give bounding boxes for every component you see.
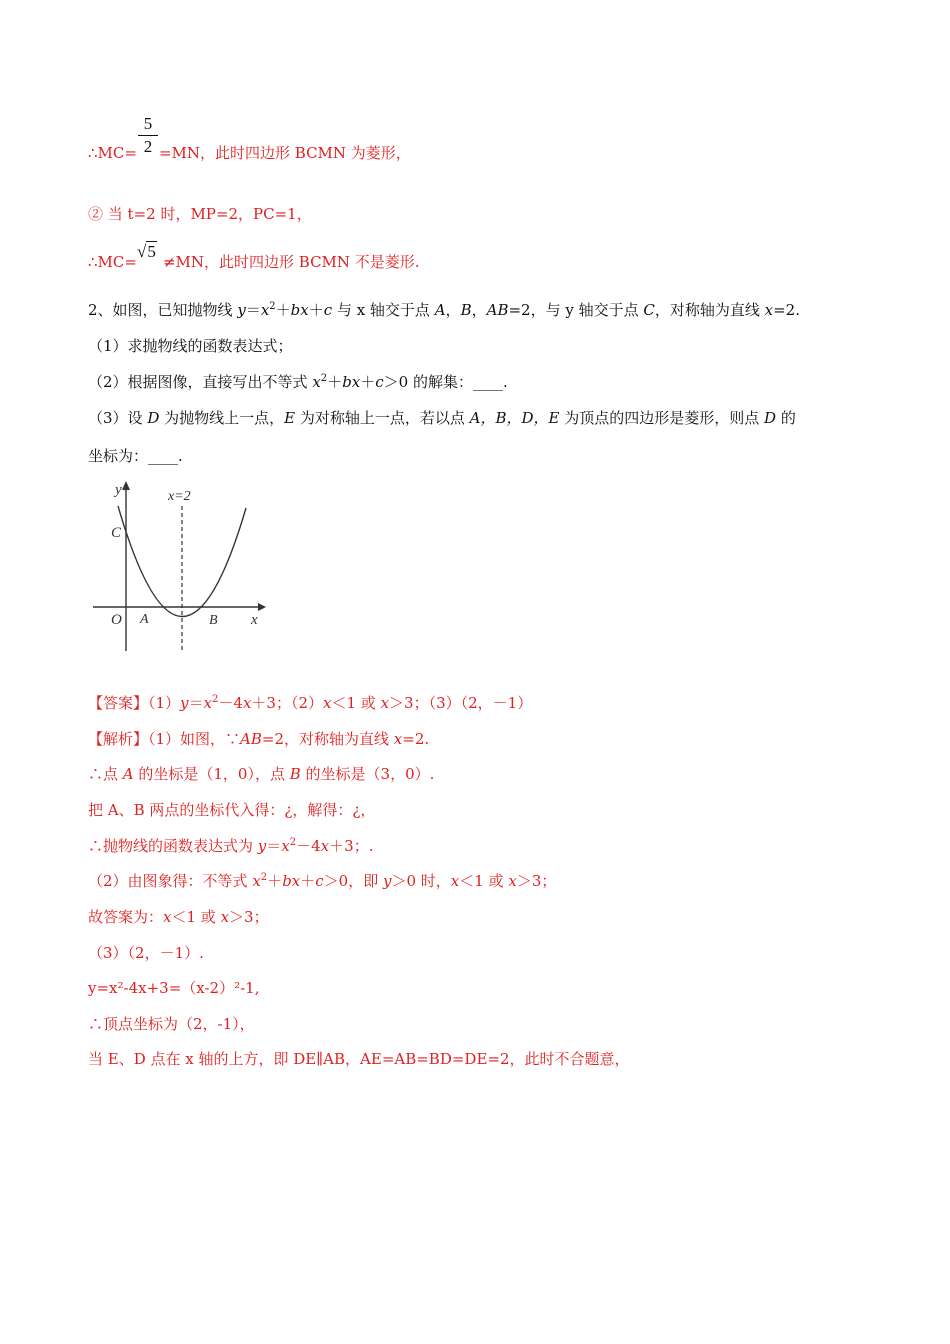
prev-line-3-lead: ∴MC= [88, 253, 137, 271]
prev-line-1 [88, 143, 411, 163]
prev-line-1-tail: =MN，此时四边形 BCMN 为菱形， [158, 144, 411, 162]
question-3-c: 为对称轴上一点，若以点 [295, 409, 470, 427]
question-3-d: 为顶点的四边形是菱形，则点 [564, 409, 765, 427]
answer-a4: ＞3；（3）（2，－1） [389, 694, 533, 712]
solution-line-4: ∴抛物线的函数表达式为 $y=x^2-4x+3$；. [88, 837, 374, 855]
solution-line-3: 把 A、B 两点的坐标代入得：¿，解得：¿， [88, 801, 376, 819]
solution-line-10: 当 E、D 点在 x 轴的上方，即 DE∥AB，AE=AB=BD=DE=2，此时不合题意， [88, 1050, 630, 1068]
prev-line-2: ② 当 t=2 时，MP=2，PC=1， [88, 205, 312, 223]
x-axis-arrow [258, 603, 266, 611]
y-axis-label: y [115, 482, 122, 498]
point-b-label: B [209, 613, 218, 628]
problem-intro-e: =2，与 y 轴交于点 [508, 301, 644, 319]
question-1: （1）求抛物线的函数表达式； [88, 337, 293, 355]
problem-intro: 2、如图，已知抛物线 $y=x^2+bx+c$ 与 x 轴交于点 A，B，AB=2，与 y 轴交于点 C，对称轴为直线 x=2. [88, 301, 800, 319]
fraction-denominator: 2 [143, 137, 153, 156]
point-a: A [434, 301, 446, 319]
solution-5-c: ＞0 时， [391, 872, 451, 890]
solution-1-c: =2. [402, 730, 430, 748]
solution-line-1 [88, 729, 429, 749]
solution-5-e: ＞3； [516, 872, 557, 890]
fraction-numerator: 5 [143, 114, 153, 133]
answer-a1: 【答案】（1） [88, 694, 181, 712]
answer-a3: ＜1 或 [331, 694, 381, 712]
solution-6-b: ＜1 或 [171, 908, 221, 926]
solution-line-5: （2）由图象得：不等式 $x^2+bx+c>0$，即 y＞0 时，x＜1 或 x＞3； [88, 872, 557, 890]
point-c-label: C [111, 525, 122, 541]
question-3-b: 为抛物线上一点， [159, 409, 285, 427]
question-3-a: （3）设 [88, 409, 148, 427]
segment-ab: AB [486, 301, 509, 319]
points-abde: A，B，D，E [469, 409, 565, 427]
solution-line-6: 故答案为：x＜1 或 x＞3； [88, 908, 269, 926]
point-e: E [284, 409, 296, 427]
solution-1-a: 【解析】（1）如图，∵ [88, 730, 241, 748]
prev-line-3-tail: ≠MN，此时四边形 BCMN 不是菱形. [162, 253, 420, 271]
question-3-e: 的 [776, 409, 796, 427]
solution-6-c: ＞3； [229, 908, 269, 926]
answer-line: 【答案】$(1)y=x^2-4x+3$；（2）x＜1 或 x＞3；（3）（2，－1） [88, 694, 533, 712]
question-2: （2）根据图像，直接写出不等式 $x^2+bx+c>0$ 的解集：____. [88, 373, 508, 391]
question-3-cont: 坐标为：____. [88, 447, 183, 465]
problem-intro-c: ， [445, 301, 461, 319]
solution-4-a: ∴抛物线的函数表达式为 [88, 837, 258, 855]
point-d: D [147, 409, 160, 427]
y-axis-arrow [122, 481, 130, 490]
sqrt-five: √5 [137, 242, 156, 261]
solution-line-9: ∴顶点坐标为（2，-1）， [88, 1015, 255, 1033]
point-a-label: A [140, 612, 149, 627]
prev-line-1-lead: ∴MC= [88, 144, 137, 162]
answer-a2: ；（2） [275, 694, 323, 712]
symmetry-axis-label: x=2 [168, 489, 191, 504]
solution-2-c: 的坐标是（3，0）. [300, 765, 435, 783]
problem-intro-g: =2. [773, 301, 800, 319]
fraction-bar [138, 135, 158, 136]
solution-line-2 [88, 764, 434, 784]
solution-point-b: B [289, 765, 301, 783]
parabola-figure [88, 476, 268, 656]
point-b: B [460, 301, 472, 319]
var-x: x [764, 301, 774, 319]
solution-1-b: =2，对称轴为直线 [261, 730, 394, 748]
problem-intro-a: 2、如图，已知抛物线 [88, 301, 238, 319]
point-c: C [643, 301, 655, 319]
solution-4-b: ；. [353, 837, 374, 855]
problem-intro-f: ，对称轴为直线 [654, 301, 765, 319]
solution-ab: AB [240, 730, 262, 748]
question-2-a: （2）根据图像，直接写出不等式 [88, 373, 313, 391]
solution-x: x [393, 730, 403, 748]
solution-2-a: ∴点 [88, 765, 123, 783]
solution-5-d: ＜1 或 [459, 872, 509, 890]
solution-5-b: ＞0，即 [323, 872, 383, 890]
x-axis-label: x [251, 612, 258, 628]
point-d-2: D [764, 409, 777, 427]
solution-6-a: 故答案为： [88, 908, 164, 926]
question-2-b: ＞0 的解集：____. [383, 373, 508, 391]
solution-line-8: y=x²-4x+3=（x-2）²-1, [88, 979, 260, 997]
prev-line-3 [88, 252, 420, 272]
sqrt-radicand: 5 [147, 242, 156, 261]
solution-line-7: （3）（2，－1）. [88, 944, 204, 962]
solution-point-a: A [122, 765, 134, 783]
solution-2-b: 的坐标是（1，0），点 [133, 765, 290, 783]
problem-intro-d: ， [471, 301, 487, 319]
question-3 [88, 408, 796, 428]
solution-5-a: （2）由图象得：不等式 [88, 872, 253, 890]
problem-intro-b: 与 x 轴交于点 [336, 301, 435, 319]
origin-label: O [111, 612, 122, 628]
parabola-expr: y [237, 301, 246, 319]
